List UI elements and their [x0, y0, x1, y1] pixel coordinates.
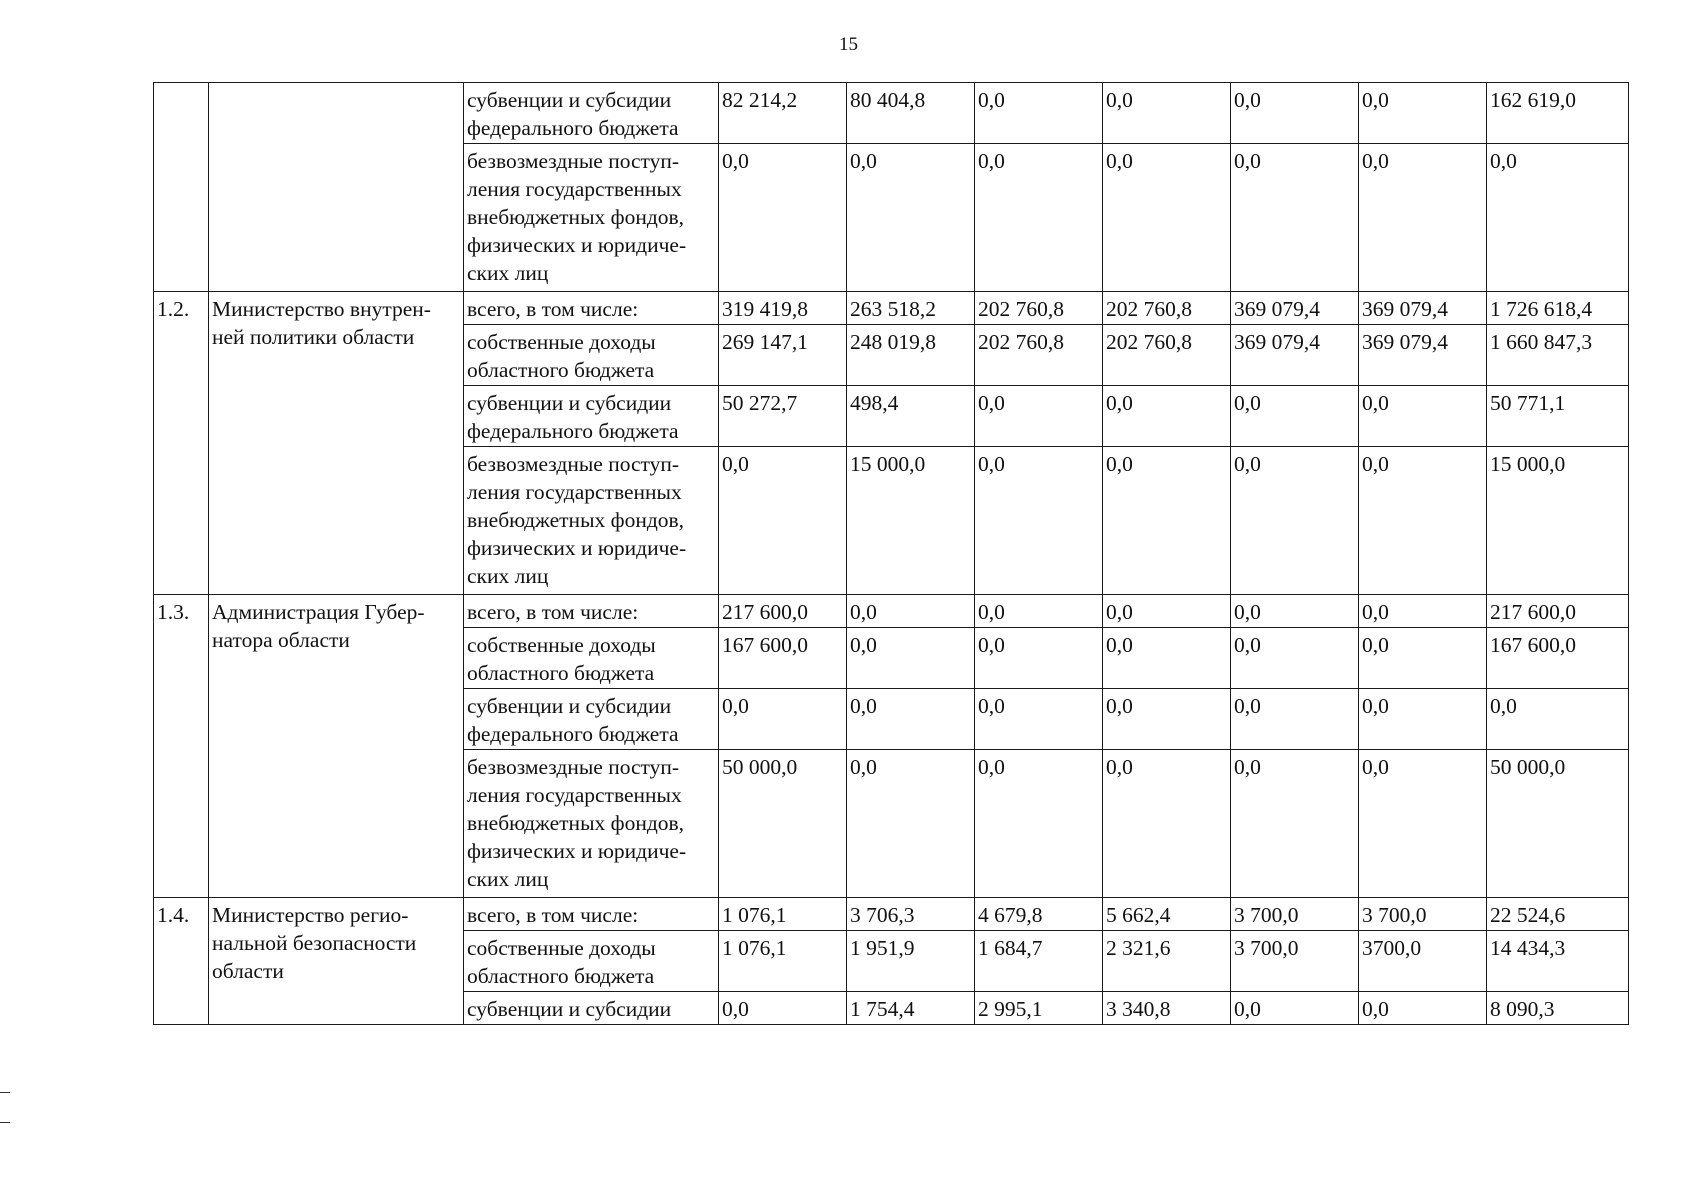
value-cell: 1 684,7 — [975, 931, 1103, 992]
total-cell: 15 000,0 — [1487, 447, 1629, 595]
value-cell: 0,0 — [1231, 628, 1359, 689]
source-cell: субвенции и субсидии федерального бюджета — [464, 689, 719, 750]
row-number-cell — [154, 83, 209, 292]
value-cell: 0,0 — [1103, 144, 1231, 292]
value-cell: 0,0 — [975, 595, 1103, 628]
value-cell: 1 076,1 — [719, 931, 847, 992]
value-cell: 0,0 — [1231, 83, 1359, 144]
total-cell: 14 434,3 — [1487, 931, 1629, 992]
value-cell: 269 147,1 — [719, 325, 847, 386]
value-cell: 0,0 — [847, 595, 975, 628]
value-cell: 0,0 — [719, 144, 847, 292]
source-cell: безвозмездные поступ-ления государственных внебюджетных фондов, физических и юридиче-ских лиц — [464, 750, 719, 898]
value-cell: 0,0 — [1359, 386, 1487, 447]
value-cell: 0,0 — [1103, 447, 1231, 595]
value-cell: 0,0 — [1231, 992, 1359, 1025]
source-cell: субвенции и субсидии — [464, 992, 719, 1025]
value-cell: 0,0 — [1103, 628, 1231, 689]
value-cell: 2 321,6 — [1103, 931, 1231, 992]
value-cell: 0,0 — [1231, 386, 1359, 447]
value-cell: 498,4 — [847, 386, 975, 447]
value-cell: 0,0 — [847, 689, 975, 750]
value-cell: 50 272,7 — [719, 386, 847, 447]
value-cell: 0,0 — [1103, 83, 1231, 144]
value-cell: 0,0 — [1359, 595, 1487, 628]
value-cell: 319 419,8 — [719, 292, 847, 325]
value-cell: 0,0 — [975, 144, 1103, 292]
value-cell: 0,0 — [719, 689, 847, 750]
value-cell: 0,0 — [847, 750, 975, 898]
table-row — [154, 898, 1629, 931]
value-cell: 0,0 — [1103, 386, 1231, 447]
total-cell: 50 771,1 — [1487, 386, 1629, 447]
executor-cell: Министерство внутрен-ней политики области — [209, 292, 464, 595]
value-cell: 369 079,4 — [1231, 325, 1359, 386]
value-cell: 0,0 — [975, 628, 1103, 689]
value-cell: 202 760,8 — [1103, 325, 1231, 386]
value-cell: 0,0 — [1231, 750, 1359, 898]
value-cell: 263 518,2 — [847, 292, 975, 325]
value-cell: 50 000,0 — [719, 750, 847, 898]
value-cell: 3 700,0 — [1359, 898, 1487, 931]
value-cell: 0,0 — [975, 689, 1103, 750]
source-cell: субвенции и субсидии федерального бюджета — [464, 386, 719, 447]
budget-table — [153, 82, 1629, 1025]
value-cell: 0,0 — [1359, 83, 1487, 144]
value-cell: 82 214,2 — [719, 83, 847, 144]
value-cell: 3 706,3 — [847, 898, 975, 931]
total-cell: 0,0 — [1487, 144, 1629, 292]
value-cell: 0,0 — [1231, 689, 1359, 750]
source-cell: безвозмездные поступ-ления государственных внебюджетных фондов, физических и юридиче-ских лиц — [464, 144, 719, 292]
source-cell: всего, в том числе: — [464, 595, 719, 628]
value-cell: 369 079,4 — [1231, 292, 1359, 325]
value-cell: 3 700,0 — [1231, 898, 1359, 931]
value-cell: 0,0 — [975, 386, 1103, 447]
table-row — [154, 292, 1629, 325]
value-cell: 369 079,4 — [1359, 292, 1487, 325]
value-cell: 0,0 — [975, 447, 1103, 595]
source-cell: всего, в том числе: — [464, 898, 719, 931]
value-cell: 0,0 — [1359, 689, 1487, 750]
value-cell: 0,0 — [847, 628, 975, 689]
value-cell: 369 079,4 — [1359, 325, 1487, 386]
margin-mark — [0, 1092, 10, 1093]
source-cell: субвенции и субсидии федерального бюджета — [464, 83, 719, 144]
row-number-cell: 1.4. — [154, 898, 209, 1025]
total-cell: 167 600,0 — [1487, 628, 1629, 689]
value-cell: 1 754,4 — [847, 992, 975, 1025]
row-number-cell: 1.3. — [154, 595, 209, 898]
total-cell: 22 524,6 — [1487, 898, 1629, 931]
total-cell: 162 619,0 — [1487, 83, 1629, 144]
value-cell: 5 662,4 — [1103, 898, 1231, 931]
value-cell: 1 951,9 — [847, 931, 975, 992]
source-cell: собственные доходы областного бюджета — [464, 325, 719, 386]
source-cell: всего, в том числе: — [464, 292, 719, 325]
value-cell: 0,0 — [1359, 144, 1487, 292]
margin-mark — [0, 1122, 10, 1123]
value-cell: 217 600,0 — [719, 595, 847, 628]
total-cell: 217 600,0 — [1487, 595, 1629, 628]
table-row — [154, 83, 1629, 144]
value-cell: 0,0 — [1231, 144, 1359, 292]
value-cell: 1 076,1 — [719, 898, 847, 931]
value-cell: 3 340,8 — [1103, 992, 1231, 1025]
value-cell: 0,0 — [975, 750, 1103, 898]
value-cell: 0,0 — [719, 447, 847, 595]
executor-cell — [209, 83, 464, 292]
value-cell: 202 760,8 — [1103, 292, 1231, 325]
value-cell: 0,0 — [1103, 750, 1231, 898]
value-cell: 248 019,8 — [847, 325, 975, 386]
value-cell: 0,0 — [1359, 750, 1487, 898]
source-cell: безвозмездные поступ-ления государственных внебюджетных фондов, физических и юридиче-ских лиц — [464, 447, 719, 595]
value-cell: 0,0 — [719, 992, 847, 1025]
value-cell: 0,0 — [1359, 628, 1487, 689]
page-number: 15 — [839, 34, 858, 55]
row-number-cell: 1.2. — [154, 292, 209, 595]
executor-cell: Министерство регио-нальной безопасности области — [209, 898, 464, 1025]
source-cell: собственные доходы областного бюджета — [464, 931, 719, 992]
total-cell: 1 726 618,4 — [1487, 292, 1629, 325]
value-cell: 0,0 — [847, 144, 975, 292]
value-cell: 0,0 — [975, 83, 1103, 144]
executor-cell: Администрация Губер-натора области — [209, 595, 464, 898]
value-cell: 3700,0 — [1359, 931, 1487, 992]
source-cell: собственные доходы областного бюджета — [464, 628, 719, 689]
value-cell: 3 700,0 — [1231, 931, 1359, 992]
table-row — [154, 595, 1629, 628]
value-cell: 0,0 — [1231, 595, 1359, 628]
total-cell: 1 660 847,3 — [1487, 325, 1629, 386]
value-cell: 80 404,8 — [847, 83, 975, 144]
value-cell: 0,0 — [1103, 595, 1231, 628]
value-cell: 167 600,0 — [719, 628, 847, 689]
value-cell: 0,0 — [1359, 447, 1487, 595]
value-cell: 4 679,8 — [975, 898, 1103, 931]
value-cell: 202 760,8 — [975, 325, 1103, 386]
value-cell: 0,0 — [1231, 447, 1359, 595]
value-cell: 15 000,0 — [847, 447, 975, 595]
value-cell: 0,0 — [1103, 689, 1231, 750]
total-cell: 0,0 — [1487, 689, 1629, 750]
total-cell: 8 090,3 — [1487, 992, 1629, 1025]
total-cell: 50 000,0 — [1487, 750, 1629, 898]
value-cell: 0,0 — [1359, 992, 1487, 1025]
value-cell: 202 760,8 — [975, 292, 1103, 325]
value-cell: 2 995,1 — [975, 992, 1103, 1025]
